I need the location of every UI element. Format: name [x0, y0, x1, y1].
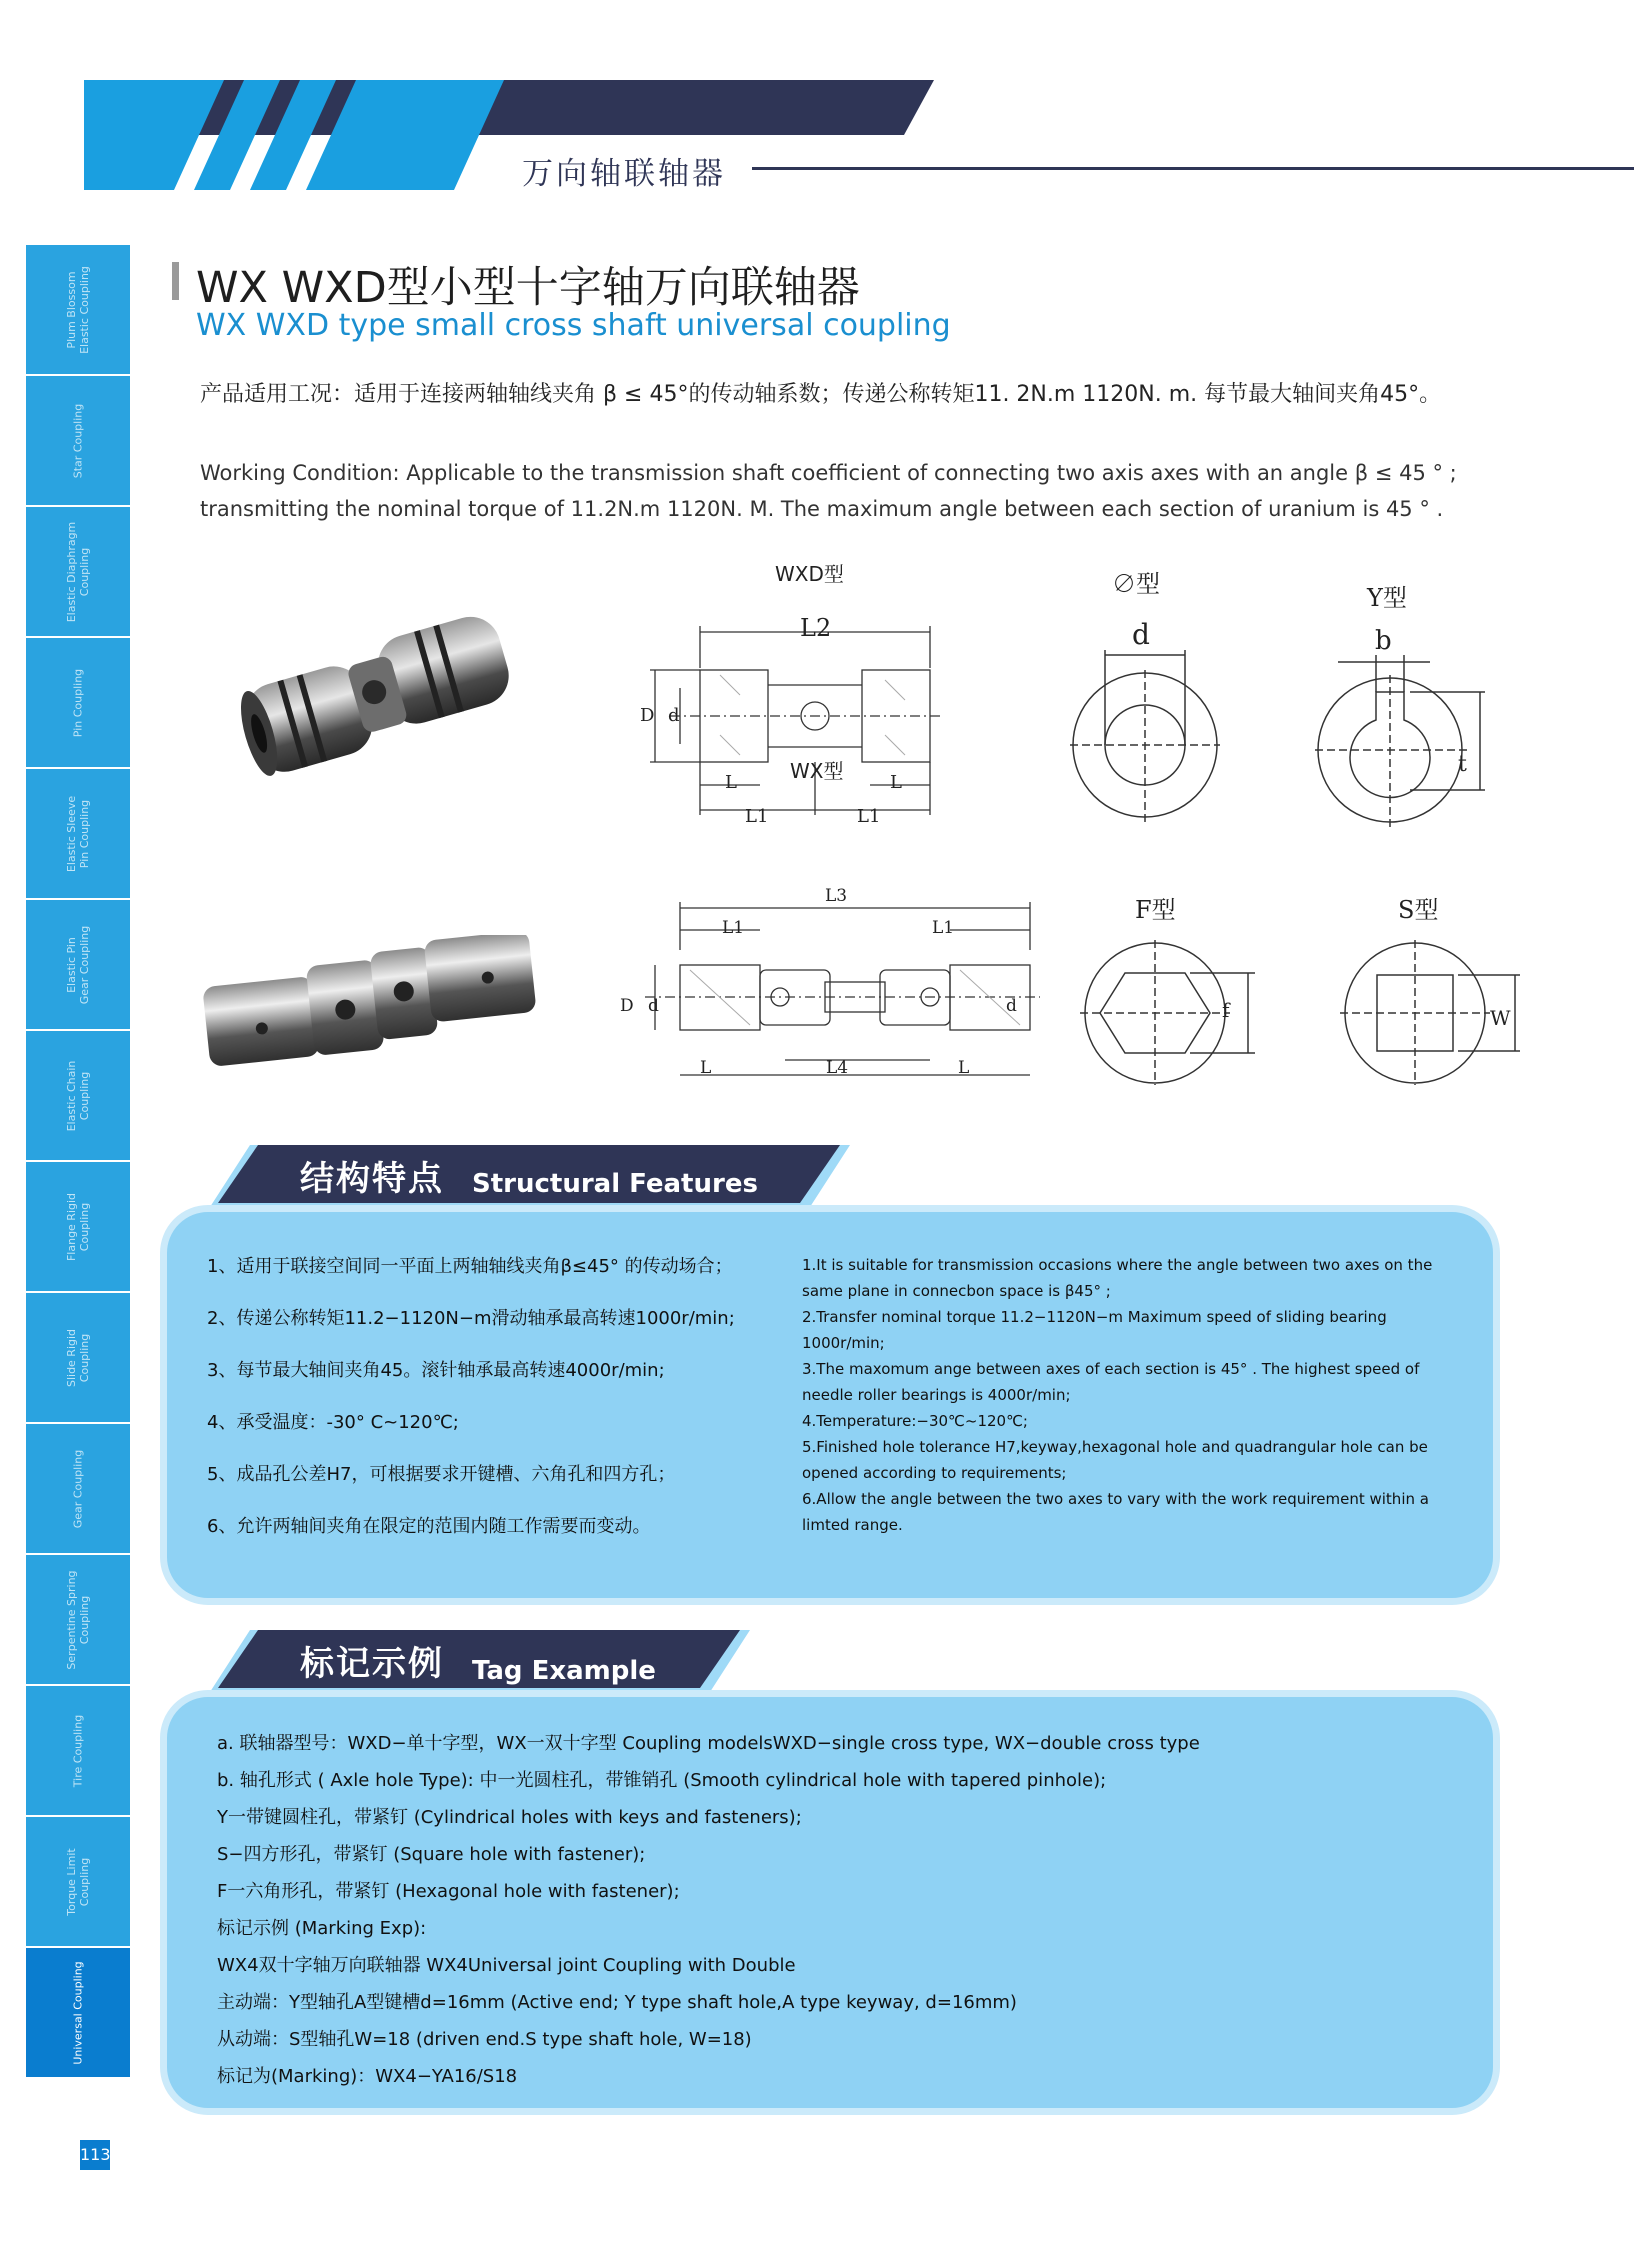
wx-type-label: WX型 [790, 759, 844, 783]
y-type-label: Y型 [1367, 584, 1407, 612]
sidebar-item-label: Star Coupling [71, 403, 85, 478]
side-navigation [26, 245, 130, 2079]
sidebar-item-flange-rigid[interactable] [26, 1162, 130, 1291]
sidebar-item-label: Elastic Pin Gear Coupling [65, 925, 91, 1004]
sidebar-item-gear[interactable] [26, 1424, 130, 1553]
feature-en-6: 6.Allow the angle between the two axes to vary with the work requirement within a limted range. [802, 1490, 1429, 1534]
dim-b: b [1375, 626, 1392, 656]
round-hole-drawing [1065, 645, 1225, 830]
feature-en-4: 4.Temperature:−30℃~120℃; [802, 1412, 1028, 1430]
dim-l2: L2 [800, 614, 832, 642]
sidebar-item-label: Pin Coupling [71, 668, 85, 737]
sidebar-item-label: Elastic Chain Coupling [65, 1060, 91, 1131]
sidebar-item-tire[interactable] [26, 1686, 130, 1815]
dim-l-left-2: L [700, 1058, 712, 1078]
dim-small-d: d [668, 705, 680, 726]
wx-coupling-photo [200, 935, 540, 1075]
sidebar-item-plum-blossom[interactable] [26, 245, 130, 374]
feature-cn-5: 5、成品孔公差H7，可根据要求开键槽、六角孔和四方孔； [207, 1464, 676, 1485]
dim-small-d-2: d [648, 996, 659, 1016]
feature-cn-4: 4、承受温度：-30° C~120℃; [207, 1412, 459, 1433]
page-subtitle: WX WXD type small cross shaft universal coupling [196, 308, 951, 343]
sidebar-item-torque-limit[interactable] [26, 1817, 130, 1946]
feature-cn-6: 6、允许两轴间夹角在限定的范围内随工作需要而变动。 [207, 1516, 651, 1537]
tag-line-7: WX4双十字轴万向联轴器 WX4Universal joint Coupling with Double [217, 1955, 796, 1976]
tag-title-cn: 标记示例 [300, 1644, 444, 1684]
tag-panel [160, 1690, 1500, 2115]
sidebar-item-label: Slide Rigid Coupling [65, 1328, 91, 1387]
tag-line-1: a. 联轴器型号：WXD−单十字型，WX一双十字型 Coupling modelsWXD−single cross type, WX−double cross type [217, 1733, 1200, 1754]
dim-l4: L4 [826, 1058, 849, 1078]
feature-cn-3: 3、每节最大轴间夹角45。滚针轴承最高转速4000r/min; [207, 1360, 665, 1381]
tag-line-4: S−四方形孔，带紧钉 (Square hole with fastener); [217, 1844, 646, 1865]
tag-line-5: F一六角形孔，带紧钉 (Hexagonal hole with fastener); [217, 1881, 680, 1902]
dim-w: W [1490, 1006, 1511, 1030]
tag-line-9: 从动端：S型轴孔W=18 (driven end.S type shaft hole, W=18) [217, 2029, 752, 2050]
dim-l3: L3 [825, 886, 848, 906]
tag-line-6: 标记示例 (Marking Exp): [217, 1918, 427, 1939]
intro-chinese: 产品适用工况：适用于连接两轴轴线夹角 β ≤ 45°的传动轴系数；传递公称转矩11. 2N.m 1120N. m. 每节最大轴间夹角45°。 [200, 382, 1442, 407]
dim-f: f [1222, 998, 1230, 1022]
dim-d-hole: d [1132, 618, 1150, 651]
hex-hole-drawing [1080, 935, 1260, 1090]
feature-en-2: 2.Transfer nominal torque 11.2−1120N−m Maximum speed of sliding bearing 1000r/min; [802, 1308, 1387, 1352]
tag-line-3: Y一带键圆柱孔，带紧钉 (Cylindrical holes with keys and fasteners); [217, 1807, 802, 1828]
features-title-en: Structural Features [472, 1169, 758, 1199]
feature-en-3: 3.The maxomum ange between axes of each section is 45° . The highest speed of needle roller bearings is 4000r/min; [802, 1360, 1420, 1404]
features-title-cn: 结构特点 [300, 1159, 444, 1199]
dim-big-d: D [640, 705, 655, 726]
title-accent-bar [172, 262, 179, 300]
feature-en-1: 1.It is suitable for transmission occasions where the angle between two axes on the same plane in connecbon space is β45° ; [802, 1256, 1433, 1300]
sidebar-item-elastic-chain[interactable] [26, 1031, 130, 1160]
intro-english: Working Condition: Applicable to the transmission shaft coefficient of connecting two axis axes with an angle β ≤ 45 ° ; transmitting the nominal torque of 11.2N.m 1120N. M. The maximum angle between each section of uranium is 45 ° . [200, 461, 1457, 521]
sidebar-item-universal[interactable] [26, 1948, 130, 2077]
sidebar-item-elastic-diaphragm[interactable] [26, 507, 130, 636]
header-banner [84, 80, 934, 190]
sidebar-item-label: Universal Coupling [71, 1960, 85, 2065]
wxd-coupling-photo [225, 600, 525, 785]
dim-l-right-2: L [958, 1058, 970, 1078]
sidebar-item-elastic-sleeve-pin[interactable] [26, 769, 130, 898]
sidebar-item-elastic-pin-gear[interactable] [26, 900, 130, 1029]
tag-line-10: 标记为(Marking)：WX4−YA16/S18 [217, 2066, 518, 2087]
dim-l1-left-2: L1 [722, 918, 745, 938]
sidebar-item-label: Tire Coupling [71, 1714, 85, 1787]
d-type-label: ∅型 [1112, 570, 1160, 598]
sidebar-item-label: Gear Coupling [71, 1449, 85, 1528]
dim-l-right: L [890, 772, 902, 793]
header-rule [752, 167, 1634, 170]
features-panel [160, 1205, 1500, 1605]
tag-title-en: Tag Example [472, 1656, 656, 1686]
dim-l1-right-2: L1 [932, 918, 955, 938]
sidebar-item-pin[interactable] [26, 638, 130, 767]
s-type-label: S型 [1398, 896, 1439, 924]
f-type-label: F型 [1135, 896, 1176, 924]
feature-cn-1: 1、适用于联接空间同一平面上两轴轴线夹角β≤45° 的传动场合； [207, 1256, 733, 1277]
sidebar-item-label: Flange Rigid Coupling [65, 1192, 91, 1261]
tag-line-8: 主动端：Y型轴孔A型键槽d=16mm (Active end; Y type shaft hole,A type keyway, d=16mm) [217, 1992, 1017, 2013]
sidebar-item-label: Elastic Sleeve Pin Coupling [65, 795, 91, 872]
dim-small-d-3: d [1006, 996, 1017, 1016]
section-label: 万向轴联轴器 [522, 156, 726, 192]
feature-en-5: 5.Finished hole tolerance H7,keyway,hexagonal hole and quadrangular hole can be opened according to requirements; [802, 1438, 1428, 1482]
sidebar-item-slide-rigid[interactable] [26, 1293, 130, 1422]
tag-header [220, 1630, 740, 1692]
sidebar-item-star[interactable] [26, 376, 130, 505]
sidebar-item-label: Plum Blossom Elastic Coupling [65, 265, 91, 354]
dim-t: t [1458, 752, 1467, 777]
tag-line-2: b. 轴孔形式 ( Axle hole Type): 中一光圆柱孔，带锥销孔 (Smooth cylindrical hole with tapered pinhole); [217, 1770, 1107, 1791]
sidebar-item-label: Elastic Diaphragm Coupling [65, 521, 91, 622]
dim-l1-right: L1 [857, 806, 881, 827]
wxd-type-label: WXD型 [775, 562, 844, 586]
page-number: 113 [80, 2140, 110, 2170]
dim-l-left: L [725, 772, 737, 793]
features-header [220, 1145, 840, 1207]
sidebar-item-label: Torque Limit Coupling [65, 1847, 91, 1916]
features-english-list [802, 1252, 1452, 1538]
dim-l1-left: L1 [745, 806, 769, 827]
page-title: WX WXD型小型十字轴万向联轴器 [196, 263, 860, 313]
sidebar-item-serpentine-spring[interactable] [26, 1555, 130, 1684]
sidebar-item-label: Serpentine Spring Coupling [65, 1569, 91, 1670]
keyed-hole-drawing [1310, 650, 1490, 830]
feature-cn-2: 2、传递公称转矩11.2−1120N−m滑动轴承最高转速1000r/min; [207, 1308, 735, 1329]
dim-big-d-2: D [620, 996, 634, 1016]
